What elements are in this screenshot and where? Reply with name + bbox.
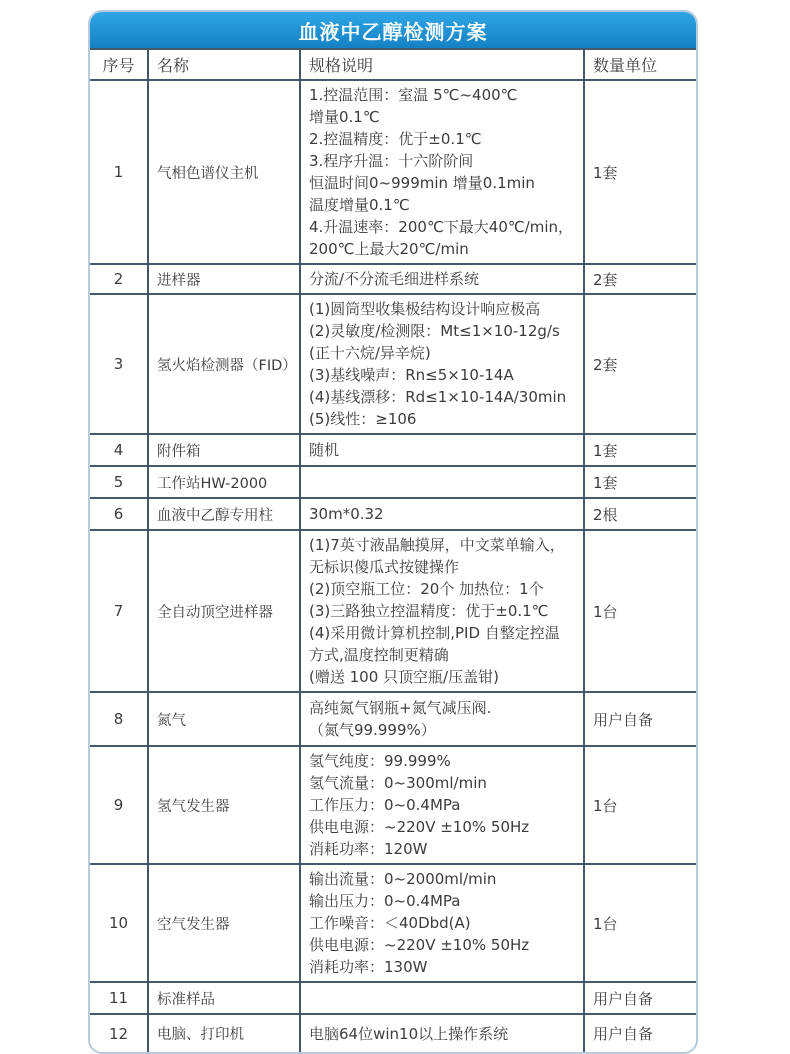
- spec-line: (5)线性：≥106: [309, 410, 417, 428]
- table-body: [90, 80, 696, 1052]
- spec-line: 3.程序升温：十六阶阶间: [309, 152, 474, 170]
- item-name: 标准样品: [148, 982, 300, 1014]
- spec-line: 30m*0.32: [309, 505, 384, 523]
- item-spec: [300, 434, 584, 466]
- row-number: 9: [90, 746, 148, 864]
- spec-line: （氮气99.999%）: [309, 721, 436, 739]
- item-name: 氢气发生器: [148, 746, 300, 864]
- table-row: [90, 80, 696, 264]
- item-spec: [300, 264, 584, 294]
- spec-line: (4)采用微计算机控制,PID 自整定控温: [309, 624, 560, 642]
- title-bar: [90, 12, 696, 48]
- spec-line: 增量0.1℃: [309, 108, 380, 126]
- spec-line: (2)顶空瓶工位：20个 加热位：1个: [309, 580, 544, 598]
- item-quantity: 1套: [584, 466, 696, 498]
- item-name: 全自动顶空进样器: [148, 530, 300, 692]
- spec-line: 工作噪音：＜40Dbd(A): [309, 914, 471, 932]
- item-quantity: 1台: [584, 746, 696, 864]
- item-quantity: 1台: [584, 530, 696, 692]
- item-quantity: 1套: [584, 80, 696, 264]
- spec-table: [90, 48, 696, 1052]
- spec-line: 温度增量0.1℃: [309, 196, 410, 214]
- spec-line: 分流/不分流毛细进样系统: [309, 270, 480, 288]
- row-number: 8: [90, 692, 148, 746]
- spec-line: (2)灵敏度/检测限：Mt≤1×10-12g/s: [309, 322, 560, 340]
- row-number: 2: [90, 264, 148, 294]
- spec-line: 2.控温精度：优于±0.1℃: [309, 130, 482, 148]
- item-spec: [300, 80, 584, 264]
- table-row: [90, 434, 696, 466]
- spec-line: (赠送 100 只顶空瓶/压盖钳): [309, 668, 499, 686]
- spec-line: 供电电源：~220V ±10% 50Hz: [309, 936, 530, 954]
- spec-line: 输出压力：0~0.4MPa: [309, 892, 461, 910]
- row-number: 10: [90, 864, 148, 982]
- table-row: [90, 530, 696, 692]
- page-title: 血液中乙醇检测方案: [298, 19, 488, 44]
- row-number: 5: [90, 466, 148, 498]
- row-number: 7: [90, 530, 148, 692]
- item-quantity: 用户自备: [584, 982, 696, 1014]
- spec-line: 消耗功率：120W: [309, 840, 428, 858]
- item-name: 氢火焰检测器（FID）: [148, 294, 300, 434]
- item-name: 血液中乙醇专用柱: [148, 498, 300, 530]
- spec-line: (1)7英寸液晶触摸屏，中文菜单输入，: [309, 536, 565, 554]
- item-name: 气相色谱仪主机: [148, 80, 300, 264]
- spec-line: (1)圆筒型收集极结构设计响应极高: [309, 300, 541, 318]
- item-quantity: 1套: [584, 434, 696, 466]
- table-row: [90, 692, 696, 746]
- table-row: [90, 746, 696, 864]
- spec-line: (正十六烷/异辛烷): [309, 344, 431, 362]
- spec-line: (3)基线噪声：Rn≤5×10-14A: [309, 366, 514, 384]
- spec-line: 方式,温度控制更精确: [309, 646, 449, 664]
- item-name: 工作站HW-2000: [148, 466, 300, 498]
- col-header-spec: 规格说明: [300, 49, 584, 80]
- spec-line: 1.控温范围：室温 5℃~400℃: [309, 86, 518, 104]
- spec-line: 供电电源：~220V ±10% 50Hz: [309, 818, 530, 836]
- item-spec: [300, 746, 584, 864]
- spec-line: 电脑64位win10以上操作系统: [309, 1024, 509, 1043]
- row-number: 3: [90, 294, 148, 434]
- item-name: 空气发生器: [148, 864, 300, 982]
- item-quantity: 用户自备: [584, 1014, 696, 1052]
- spec-line: 无标识傻瓜式按键操作: [309, 558, 460, 576]
- col-header-quantity: 数量单位: [584, 49, 696, 80]
- table-row: [90, 466, 696, 498]
- spec-line: 工作压力：0~0.4MPa: [309, 796, 461, 814]
- item-name: 氮气: [148, 692, 300, 746]
- item-quantity: 2套: [584, 264, 696, 294]
- header-row: [90, 49, 696, 80]
- col-header-name: 名称: [148, 49, 300, 80]
- table-row: [90, 982, 696, 1014]
- spec-line: 输出流量：0~2000ml/min: [309, 870, 497, 888]
- item-spec: [300, 294, 584, 434]
- item-quantity: 2套: [584, 294, 696, 434]
- table-row: [90, 498, 696, 530]
- row-number: 4: [90, 434, 148, 466]
- col-header-index: 序号: [90, 49, 148, 80]
- spec-line: 氢气纯度：99.999%: [309, 752, 451, 770]
- item-spec: [300, 864, 584, 982]
- spec-line: 氢气流量：0~300ml/min: [309, 774, 487, 792]
- table-row: [90, 864, 696, 982]
- row-number: 1: [90, 80, 148, 264]
- spec-line: 恒温时间0~999min 增量0.1min: [309, 174, 535, 192]
- item-spec: [300, 530, 584, 692]
- spec-line: 4.升温速率：200℃下最大40℃/min，: [309, 218, 574, 236]
- item-name: 电脑、打印机: [148, 1014, 300, 1052]
- item-spec: [300, 982, 584, 1014]
- item-quantity: 用户自备: [584, 692, 696, 746]
- spec-line: 随机: [309, 441, 340, 459]
- item-spec: [300, 498, 584, 530]
- spec-line: (3)三路独立控温精度：优于±0.1℃: [309, 602, 549, 620]
- item-quantity: 1台: [584, 864, 696, 982]
- spec-line: 消耗功率：130W: [309, 958, 428, 976]
- row-number: 12: [90, 1014, 148, 1052]
- table-row: [90, 294, 696, 434]
- spec-line: 高纯氮气钢瓶+氮气减压阀.: [309, 699, 492, 717]
- item-spec: [300, 692, 584, 746]
- table-row: [90, 264, 696, 294]
- spec-line: 200℃上最大20℃/min: [309, 240, 469, 258]
- item-name: 进样器: [148, 264, 300, 294]
- plan-card: [88, 10, 698, 1054]
- item-spec: [300, 466, 584, 498]
- item-quantity: 2根: [584, 498, 696, 530]
- row-number: 11: [90, 982, 148, 1014]
- row-number: 6: [90, 498, 148, 530]
- spec-line: (4)基线漂移：Rd≤1×10-14A/30min: [309, 388, 567, 406]
- item-name: 附件箱: [148, 434, 300, 466]
